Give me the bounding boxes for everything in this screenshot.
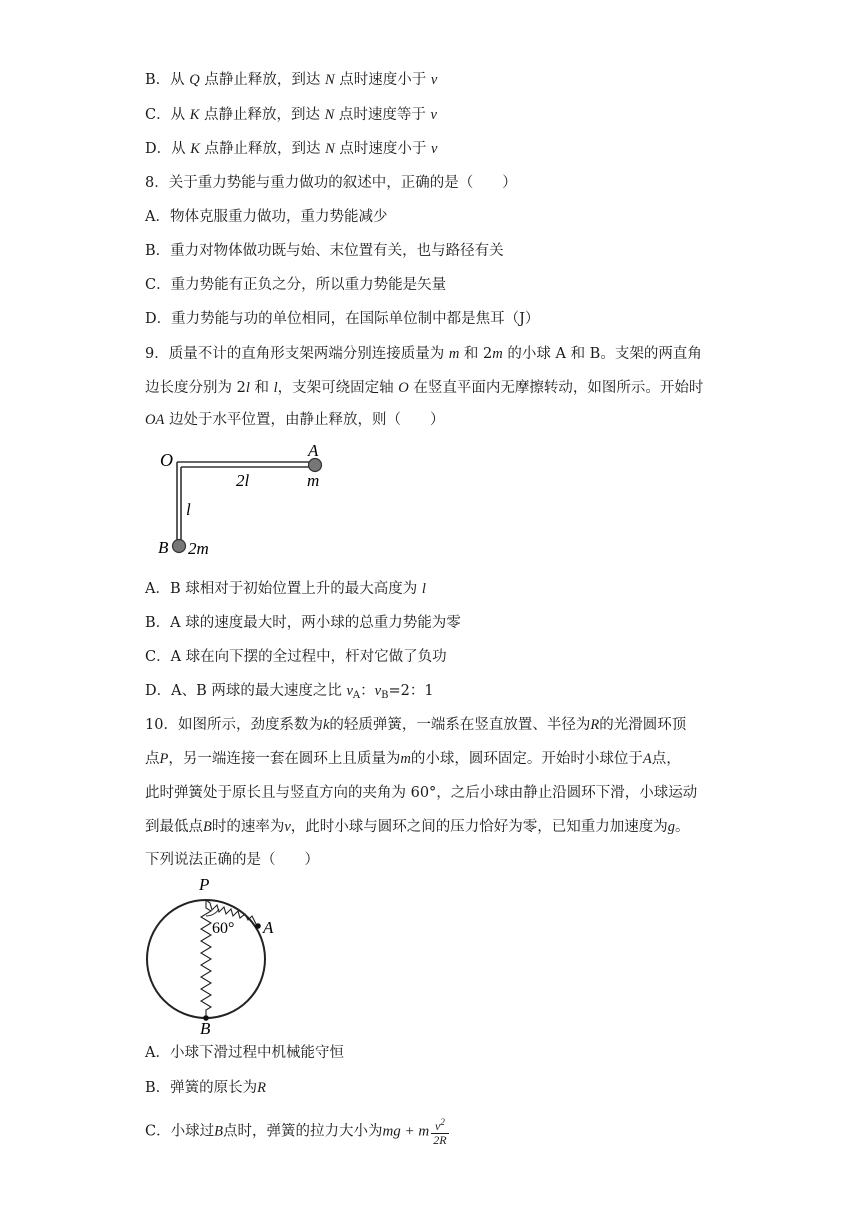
q9-figure xyxy=(150,440,350,565)
q10-option-b: B．弹簧的原长为R xyxy=(145,1080,267,1096)
label-b: B xyxy=(158,538,169,557)
q9-stem-line1: 9．质量不计的直角形支架两端分别连接质量为 m 和 2m 的小球 A 和 B。支架的两直角 xyxy=(145,346,702,362)
label-p: P xyxy=(199,875,210,894)
q9-option-b: B．A 球的速度最大时，两小球的总重力势能为零 xyxy=(145,615,461,631)
q9-option-a: A．B 球相对于初始位置上升的最大高度为 l xyxy=(145,581,426,597)
label-m: m xyxy=(307,471,320,490)
q7-option-c: C．从 K 点静止释放，到达 N 点时速度等于 v xyxy=(145,107,437,123)
label-a: A xyxy=(308,441,319,460)
q7-option-b: B．从 Q 点静止释放，到达 N 点时速度小于 v xyxy=(145,72,438,88)
label-b: B xyxy=(200,1019,211,1037)
label-60deg: 60° xyxy=(212,920,235,937)
fraction-v2-over-2r: $\frac{v^2}{2R}$ xyxy=(433,1117,447,1147)
label-2m: 2m xyxy=(188,539,209,558)
q9-option-d: D．A、B 两球的最大速度之比 $v_A$：$v_B=2$：1 xyxy=(145,683,434,701)
q9-stem-line2: 边长度分别为 2l 和 l，支架可绕固定轴 O 在竖直平面内无摩擦转动，如图所示。开始时 xyxy=(145,380,704,396)
ball-a xyxy=(309,459,322,472)
q8-option-a: A．物体克服重力做功，重力势能减少 xyxy=(145,209,388,225)
q10-stem-line5: 下列说法正确的是（ ） xyxy=(145,852,319,868)
q10-stem-line1: 10．如图所示，劲度系数为k的轻质弹簧，一端系在竖直放置、半径为R的光滑圆环顶 xyxy=(145,717,687,733)
label-o: O xyxy=(160,450,173,470)
q8-option-d: D．重力势能与功的单位相同，在国际单位制中都是焦耳（J） xyxy=(145,311,540,327)
q10-stem-line2: 点P，另一端连接一套在圆环上且质量为m的小球，圆环固定。开始时小球位于A点， xyxy=(145,751,681,767)
ball-b xyxy=(173,540,186,553)
q9-stem-line3: OA 边处于水平位置，由静止释放，则（ ） xyxy=(145,412,445,428)
label-2l: 2l xyxy=(236,471,250,490)
q7-option-d: D．从 K 点静止释放，到达 N 点时速度小于 v xyxy=(145,141,438,157)
spring-vertical xyxy=(201,900,211,1018)
q10-option-c: C．小球过B点时，弹簧的拉力大小为mg + m $\frac{v^2}{2R}$ xyxy=(145,1117,447,1147)
label-l: l xyxy=(186,500,191,519)
ball-point-a xyxy=(255,923,261,929)
q10-stem-line4: 到最低点B时的速率为v，此时小球与圆环之间的压力恰好为零，已知重力加速度为g。 xyxy=(145,819,690,835)
q8-option-c: C．重力势能有正负之分，所以重力势能是矢量 xyxy=(145,277,447,293)
q8-stem: 8．关于重力势能与重力做功的叙述中，正确的是（ ） xyxy=(145,175,517,191)
label-a: A xyxy=(263,918,274,937)
q10-option-a: A．小球下滑过程中机械能守恒 xyxy=(145,1045,344,1061)
q8-option-b: B．重力对物体做功既与始、末位置有关，也与路径有关 xyxy=(145,243,504,259)
q9-option-c: C．A 球在向下摆的全过程中，杆对它做了负功 xyxy=(145,649,447,665)
q10-stem-line3: 此时弹簧处于原长且与竖直方向的夹角为 60°，之后小球由静止沿圆环下滑，小球运动 xyxy=(145,785,698,801)
q10-figure xyxy=(140,872,290,1037)
